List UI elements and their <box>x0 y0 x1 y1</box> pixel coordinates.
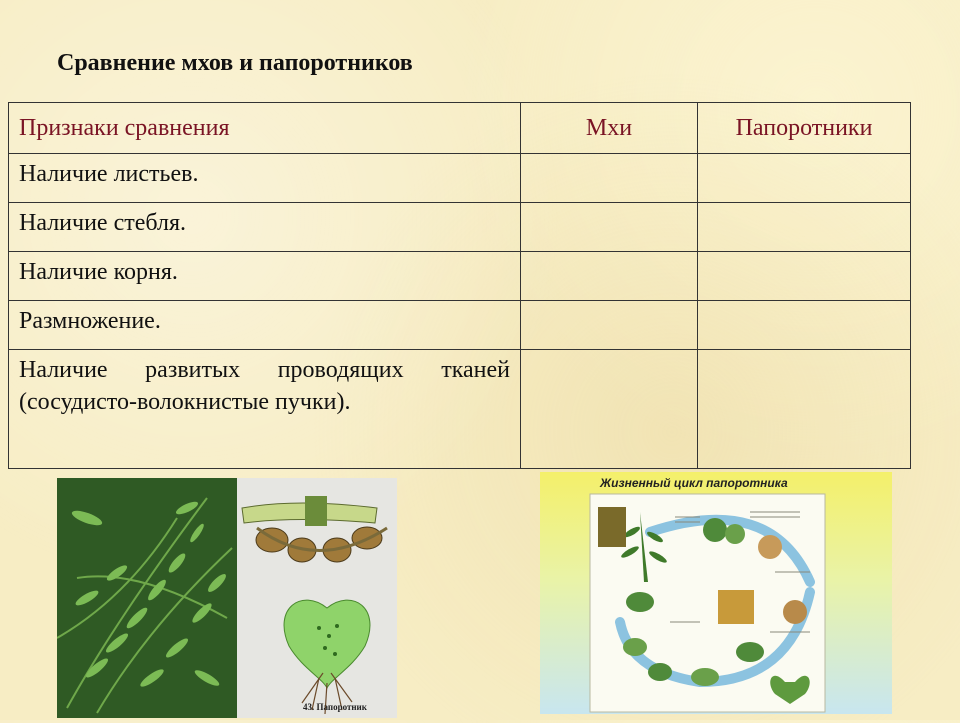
column-header-ferns: Папоротники <box>698 103 911 154</box>
ferns-cell <box>698 252 911 301</box>
fern-leaves-picture <box>57 478 397 718</box>
mosses-cell <box>521 154 698 203</box>
life-cycle-diagram <box>540 472 892 714</box>
mosses-cell <box>521 203 698 252</box>
mosses-cell <box>521 350 698 469</box>
table-row <box>9 350 911 469</box>
ferns-cell <box>698 301 911 350</box>
left-image-caption: 43. Папоротник <box>303 702 367 712</box>
right-image-caption: Жизненный цикл папоротника <box>600 476 788 490</box>
row-criterion: Размножение. <box>9 301 521 350</box>
row-criterion: Наличие корня. <box>9 252 521 301</box>
table-row <box>9 203 911 252</box>
fern-life-cycle-illustration <box>540 472 892 714</box>
ferns-cell <box>698 154 911 203</box>
row-criterion: Наличие развитых проводящих тканей (сосудисто-волокнистые пучки). <box>9 350 521 469</box>
table-header-row <box>9 103 911 154</box>
column-header-mosses: Мхи <box>521 103 698 154</box>
table-row <box>9 252 911 301</box>
row-criterion: Наличие листьев. <box>9 154 521 203</box>
row-criterion: Наличие стебля. <box>9 203 521 252</box>
table-row <box>9 301 911 350</box>
table-row <box>9 154 911 203</box>
column-header-criteria: Признаки сравнения <box>9 103 521 154</box>
mosses-cell <box>521 252 698 301</box>
fern-illustration <box>57 478 397 718</box>
page-title: Сравнение мхов и папоротников <box>57 50 413 76</box>
ferns-cell <box>698 350 911 469</box>
mosses-cell <box>521 301 698 350</box>
ferns-cell <box>698 203 911 252</box>
comparison-table <box>8 102 911 469</box>
